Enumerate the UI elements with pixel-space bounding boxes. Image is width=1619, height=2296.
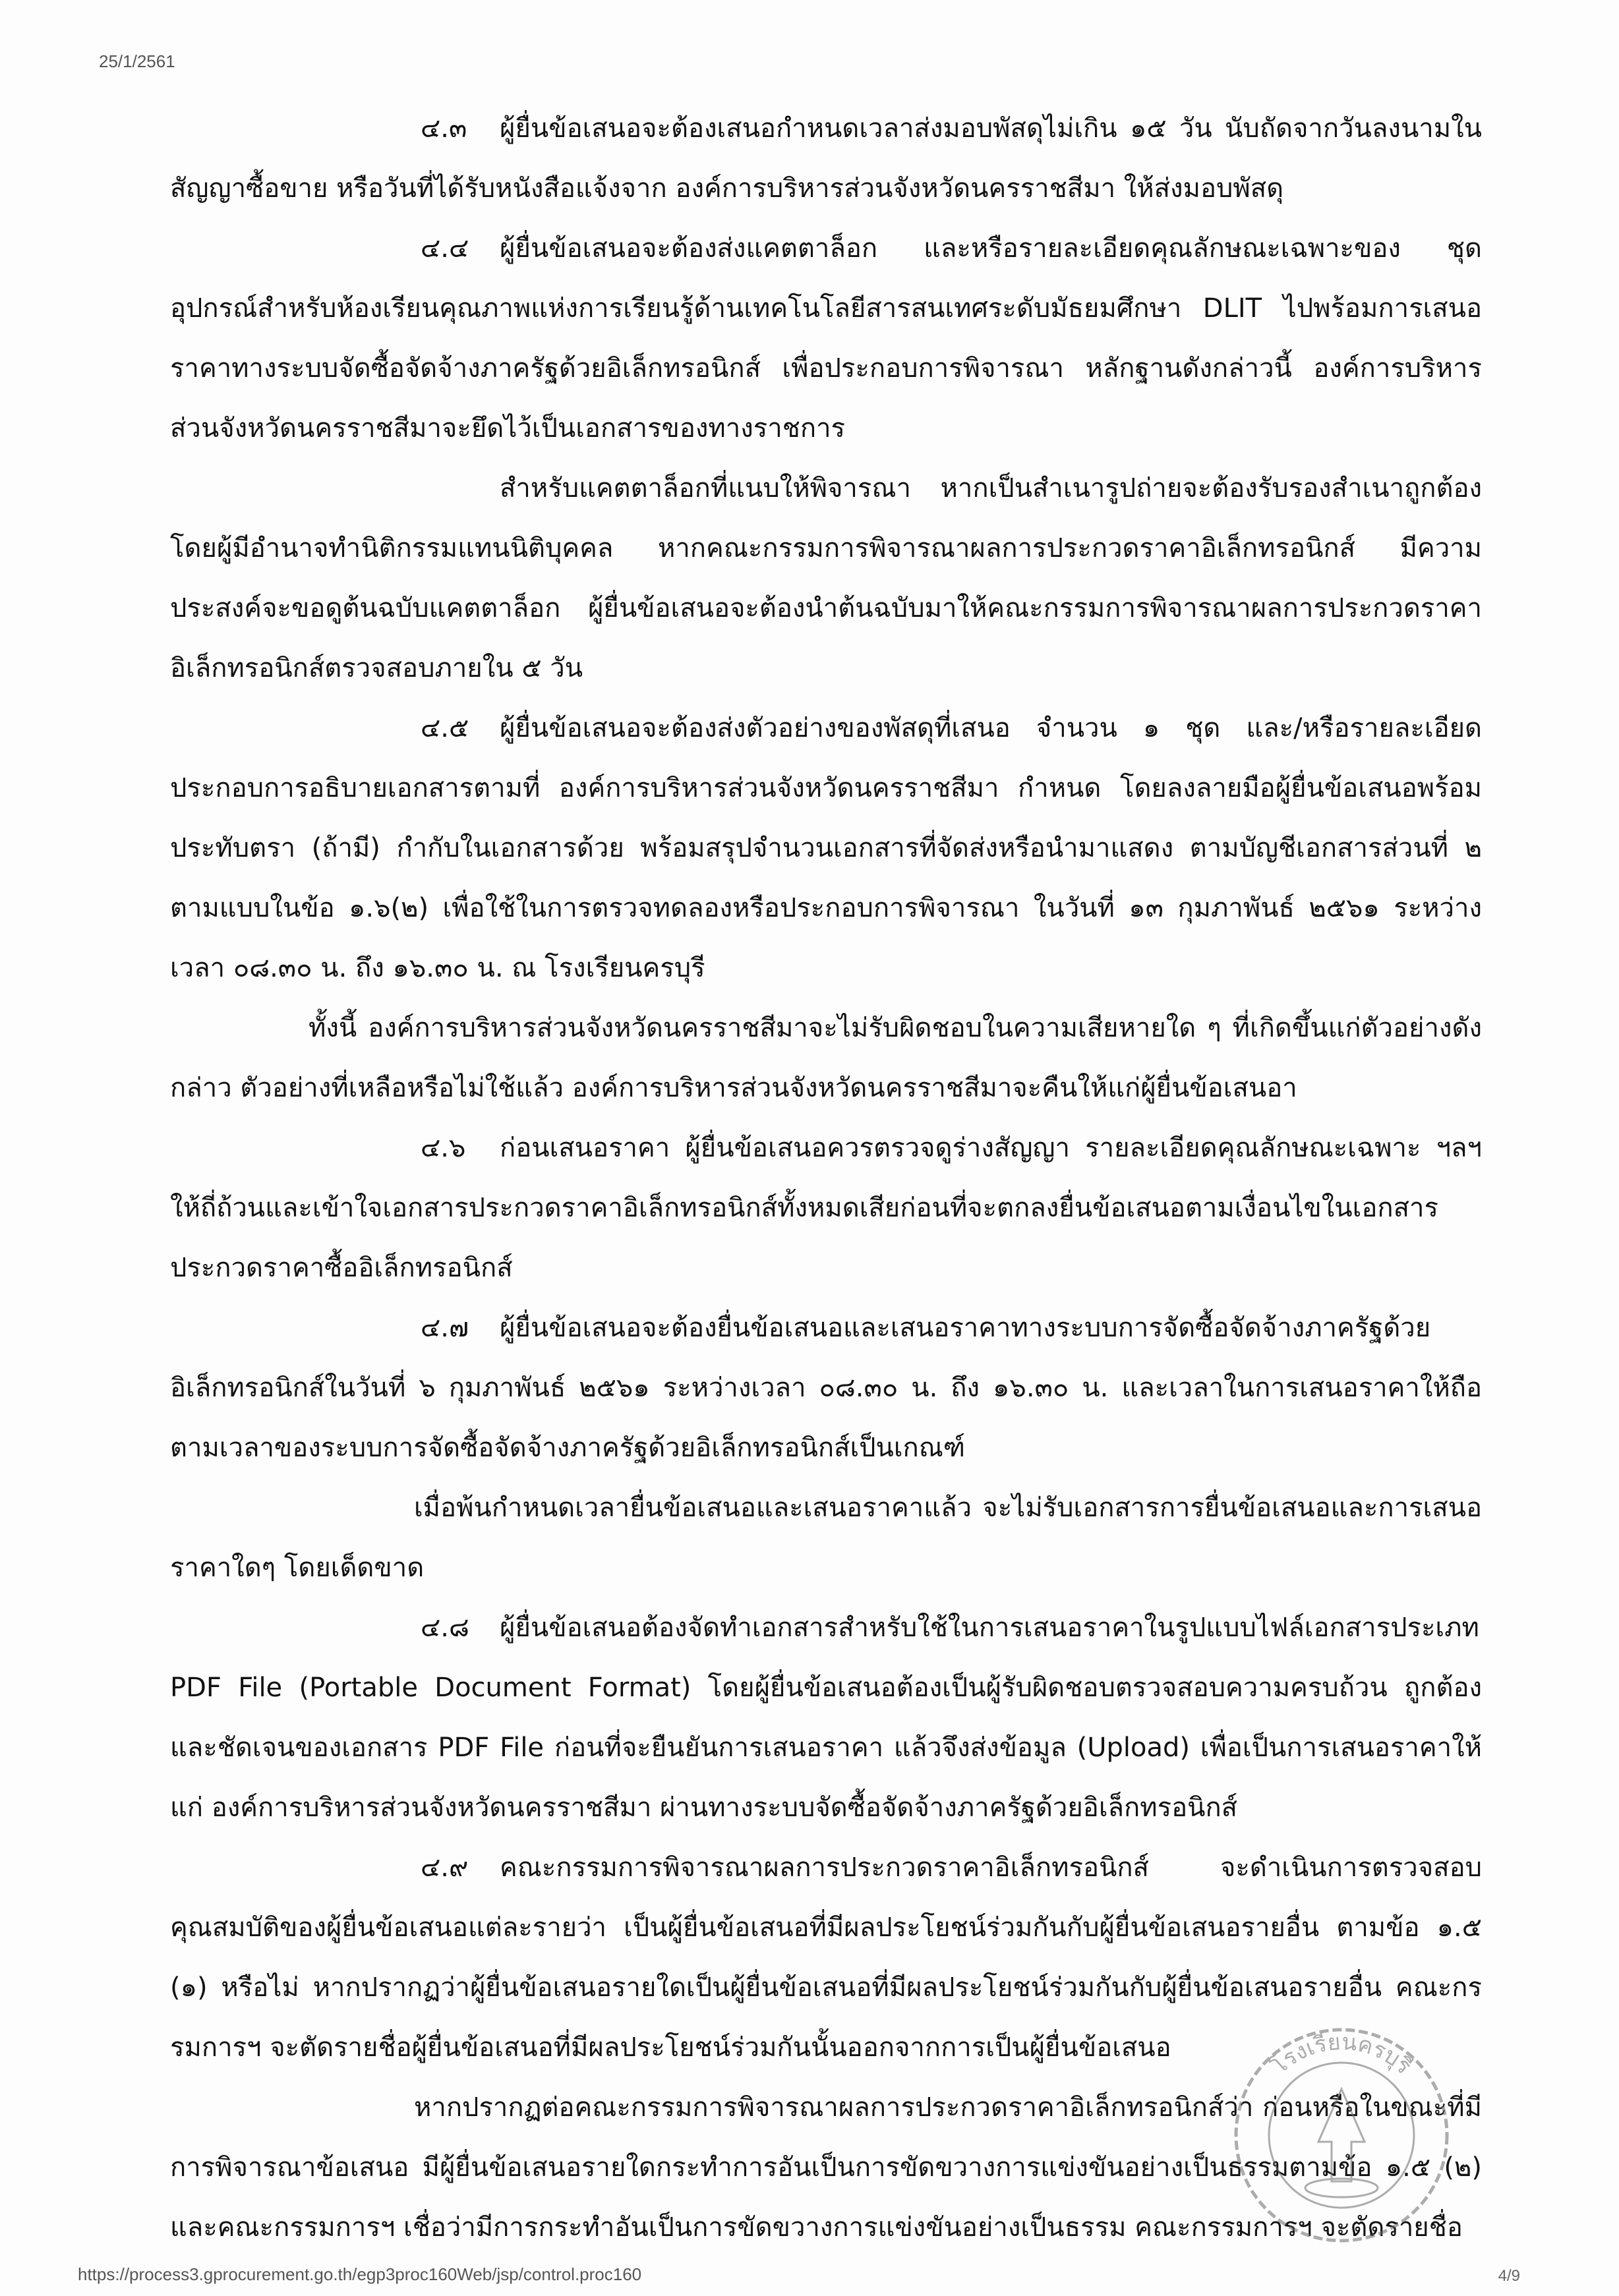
clause-4-5-note: ทั้งนี้ องค์การบริหารส่วนจังหวัดนครราชสีมาจะไม่รับผิดชอบในความเสียหายใด ๆ ที่เกิดขึ้นแก่ตัวอย่างดังกล่าว ตัวอย่างที่เหลือหรือไม่ใช้แล้ว องค์การบริหารส่วนจังหวัดนครราชสีมาจะคืนให้แก่ผู้ยื่นข้อเสนอา bbox=[170, 1013, 1482, 1103]
clause-text: ก่อนเสนอราคา ผู้ยื่นข้อเสนอควรตรวจดูร่างสัญญา รายละเอียดคุณลักษณะเฉพาะ ฯลฯ ให้ถี่ถ้วนและเข้าใจเอกสารประกวดราคาอิเล็กทรอนิกส์ทั้งหมดเสียก่อนที่จะตกลงยื่นข้อเสนอตามเงื่อนไขในเอกสารประกวดราคาซื้ออิเล็กทรอนิกส์ bbox=[170, 1133, 1482, 1283]
document-body bbox=[170, 99, 1482, 2258]
clause-text: ผู้ยื่นข้อเสนอต้องจัดทำเอกสารสำหรับใช้ในการเสนอราคาในรูปแบบไฟล์เอกสารประเภท PDF File (Portable Document Format) โดยผู้ยื่นข้อเสนอต้องเป็นผู้รับผิดชอบตรวจสอบความครบถ้วน ถูกต้อง และชัดเจนของเอกสาร PDF File ก่อนที่จะยืนยันการเสนอราคา แล้วจึงส่งข้อมูล (Upload) เพื่อเป็นการเสนอราคาให้แก่ องค์การบริหารส่วนจังหวัดนครราชสีมา ผ่านทางระบบจัดซื้อจัดจ้างภาครัฐด้วยอิเล็กทรอนิกส์ bbox=[170, 1613, 1482, 1823]
clause-text: ผู้ยื่นข้อเสนอจะต้องส่งแคตตาล็อก และหรือรายละเอียดคุณลักษณะเฉพาะของ ชุดอุปกรณ์สำหรับห้องเรียนคุณภาพแห่งการเรียนรู้ด้านเทคโนโลยีสารสนเทศระดับมัธยมศึกษา DLIT ไปพร้อมการเสนอราคาทางระบบจัดซื้อจัดจ้างภาครัฐด้วยอิเล็กทรอนิกส์ เพื่อประกอบการพิจารณา หลักฐานดังกล่าวนี้ องค์การบริหารส่วนจังหวัดนครราชสีมาจะยึดไว้เป็นเอกสารของทางราชการ bbox=[170, 233, 1482, 444]
clause-4-9 bbox=[170, 1838, 1482, 2078]
clause-text: ผู้ยื่นข้อเสนอจะต้องยื่นข้อเสนอและเสนอราคาทางระบบการจัดซื้อจัดจ้างภาครัฐด้วยอิเล็กทรอนิกส์ในวันที่ ๖ กุมภาพันธ์ ๒๕๖๑ ระหว่างเวลา ๐๘.๓๐ น. ถึง ๑๖.๓๐ น. และเวลาในการเสนอราคาให้ถือตามเวลาของระบบการจัดซื้อจัดจ้างภาครัฐด้วยอิเล็กทรอนิกส์เป็นเกณฑ์ bbox=[170, 1313, 1482, 1463]
clause-text: ผู้ยื่นข้อเสนอจะต้องส่งตัวอย่างของพัสดุที่เสนอ จำนวน ๑ ชุด และ/หรือรายละเอียดประกอบการอธิบายเอกสารตามที่ องค์การบริหารส่วนจังหวัดนครราชสีมา กำหนด โดยลงลายมือผู้ยื่นข้อเสนอพร้อมประทับตรา (ถ้ามี) กำกับในเอกสารด้วย พร้อมสรุปจำนวนเอกสารที่จัดส่งหรือนำมาแสดง ตามบัญชีเอกสารส่วนที่ ๒ ตามแบบในข้อ ๑.๖(๒) เพื่อใช้ในการตรวจทดลองหรือประกอบการพิจารณา ในวันที่ ๑๓ กุมภาพันธ์ ๒๕๖๑ ระหว่างเวลา ๐๘.๓๐ น. ถึง ๑๖.๓๐ น. ณ โรงเรียนครบุรี bbox=[170, 713, 1482, 983]
clause-4-7-note: เมื่อพ้นกำหนดเวลายื่นข้อเสนอและเสนอราคาแล้ว จะไม่รับเอกสารการยื่นข้อเสนอและการเสนอราคาใดๆ โดยเด็ดขาด bbox=[170, 1493, 1482, 1583]
clause-number: ๔.๖ bbox=[421, 1133, 466, 1163]
print-date: 25/1/2561 bbox=[99, 51, 175, 71]
clause-4-4 bbox=[170, 219, 1482, 459]
source-url: https://process3.gprocurement.go.th/egp3proc160Web/jsp/control.proc160 bbox=[78, 2264, 642, 2284]
clause-4-4-note: สำหรับแคตตาล็อกที่แนบให้พิจารณา หากเป็นสำเนารูปถ่ายจะต้องรับรองสำเนาถูกต้องโดยผู้มีอำนาจทำนิติกรรมแทนนิติบุคคล หากคณะกรรมการพิจารณาผลการประกวดราคาอิเล็กทรอนิกส์ มีความประสงค์จะขอดูต้นฉบับแคตตาล็อก ผู้ยื่นข้อเสนอจะต้องนำต้นฉบับมาให้คณะกรรมการพิจารณาผลการประกวดราคาอิเล็กทรอนิกส์ตรวจสอบภายใน ๕ วัน bbox=[170, 473, 1482, 683]
clause-number: ๔.๔ bbox=[421, 233, 469, 264]
seal-text-path: โรงเรียนครบุรี bbox=[1266, 2028, 1417, 2080]
clause-number: ๔.๕ bbox=[421, 713, 469, 743]
clause-number: ๔.๘ bbox=[421, 1613, 469, 1643]
clause-4-3 bbox=[170, 99, 1482, 219]
clause-4-7 bbox=[170, 1298, 1482, 1478]
clause-text: ผู้ยื่นข้อเสนอจะต้องเสนอกำหนดเวลาส่งมอบพัสดุไม่เกิน ๑๕ วัน นับถัดจากวันลงนามในสัญญาซื้อขาย หรือวันที่ได้รับหนังสือแจ้งจาก องค์การบริหารส่วนจังหวัดนครราชสีมา ให้ส่งมอบพัสดุ bbox=[170, 113, 1482, 204]
page-number: 4/9 bbox=[1498, 2267, 1520, 2285]
clause-4-6 bbox=[170, 1118, 1482, 1298]
clause-number: ๔.๙ bbox=[421, 1852, 469, 1883]
clause-number: ๔.๗ bbox=[421, 1313, 469, 1343]
clause-4-8 bbox=[170, 1598, 1482, 1838]
clause-4-5 bbox=[170, 699, 1482, 998]
clause-4-9-note: หากปรากฏต่อคณะกรรมการพิจารณาผลการประกวดราคาอิเล็กทรอนิกส์ว่า ก่อนหรือในขณะที่มีการพิจารณาข้อเสนอ มีผู้ยื่นข้อเสนอรายใดกระทำการอันเป็นการขัดขวางการแข่งขันอย่างเป็นธรรมตามข้อ ๑.๕ (๒) และคณะกรรมการฯ เชื่อว่ามีการกระทำอันเป็นการขัดขวางการแข่งขันอย่างเป็นธรรม คณะกรรมการฯ จะตัดรายชื่อ bbox=[170, 2092, 1482, 2243]
clause-text: คณะกรรมการพิจารณาผลการประกวดราคาอิเล็กทรอนิกส์ จะดำเนินการตรวจสอบคุณสมบัติของผู้ยื่นข้อเสนอแต่ละรายว่า เป็นผู้ยื่นข้อเสนอที่มีผลประโยชน์ร่วมกันกับผู้ยื่นข้อเสนอรายอื่น ตามข้อ ๑.๕ (๑) หรือไม่ หากปรากฏว่าผู้ยื่นข้อเสนอรายใดเป็นผู้ยื่นข้อเสนอที่มีผลประโยชน์ร่วมกันกับผู้ยื่นข้อเสนอรายอื่น คณะกรรมการฯ จะตัดรายชื่อผู้ยื่นข้อเสนอที่มีผลประโยชน์ร่วมกันนั้นออกจากการเป็นผู้ยื่นข้อเสนอ bbox=[170, 1852, 1482, 2063]
clause-number: ๔.๓ bbox=[421, 113, 467, 144]
